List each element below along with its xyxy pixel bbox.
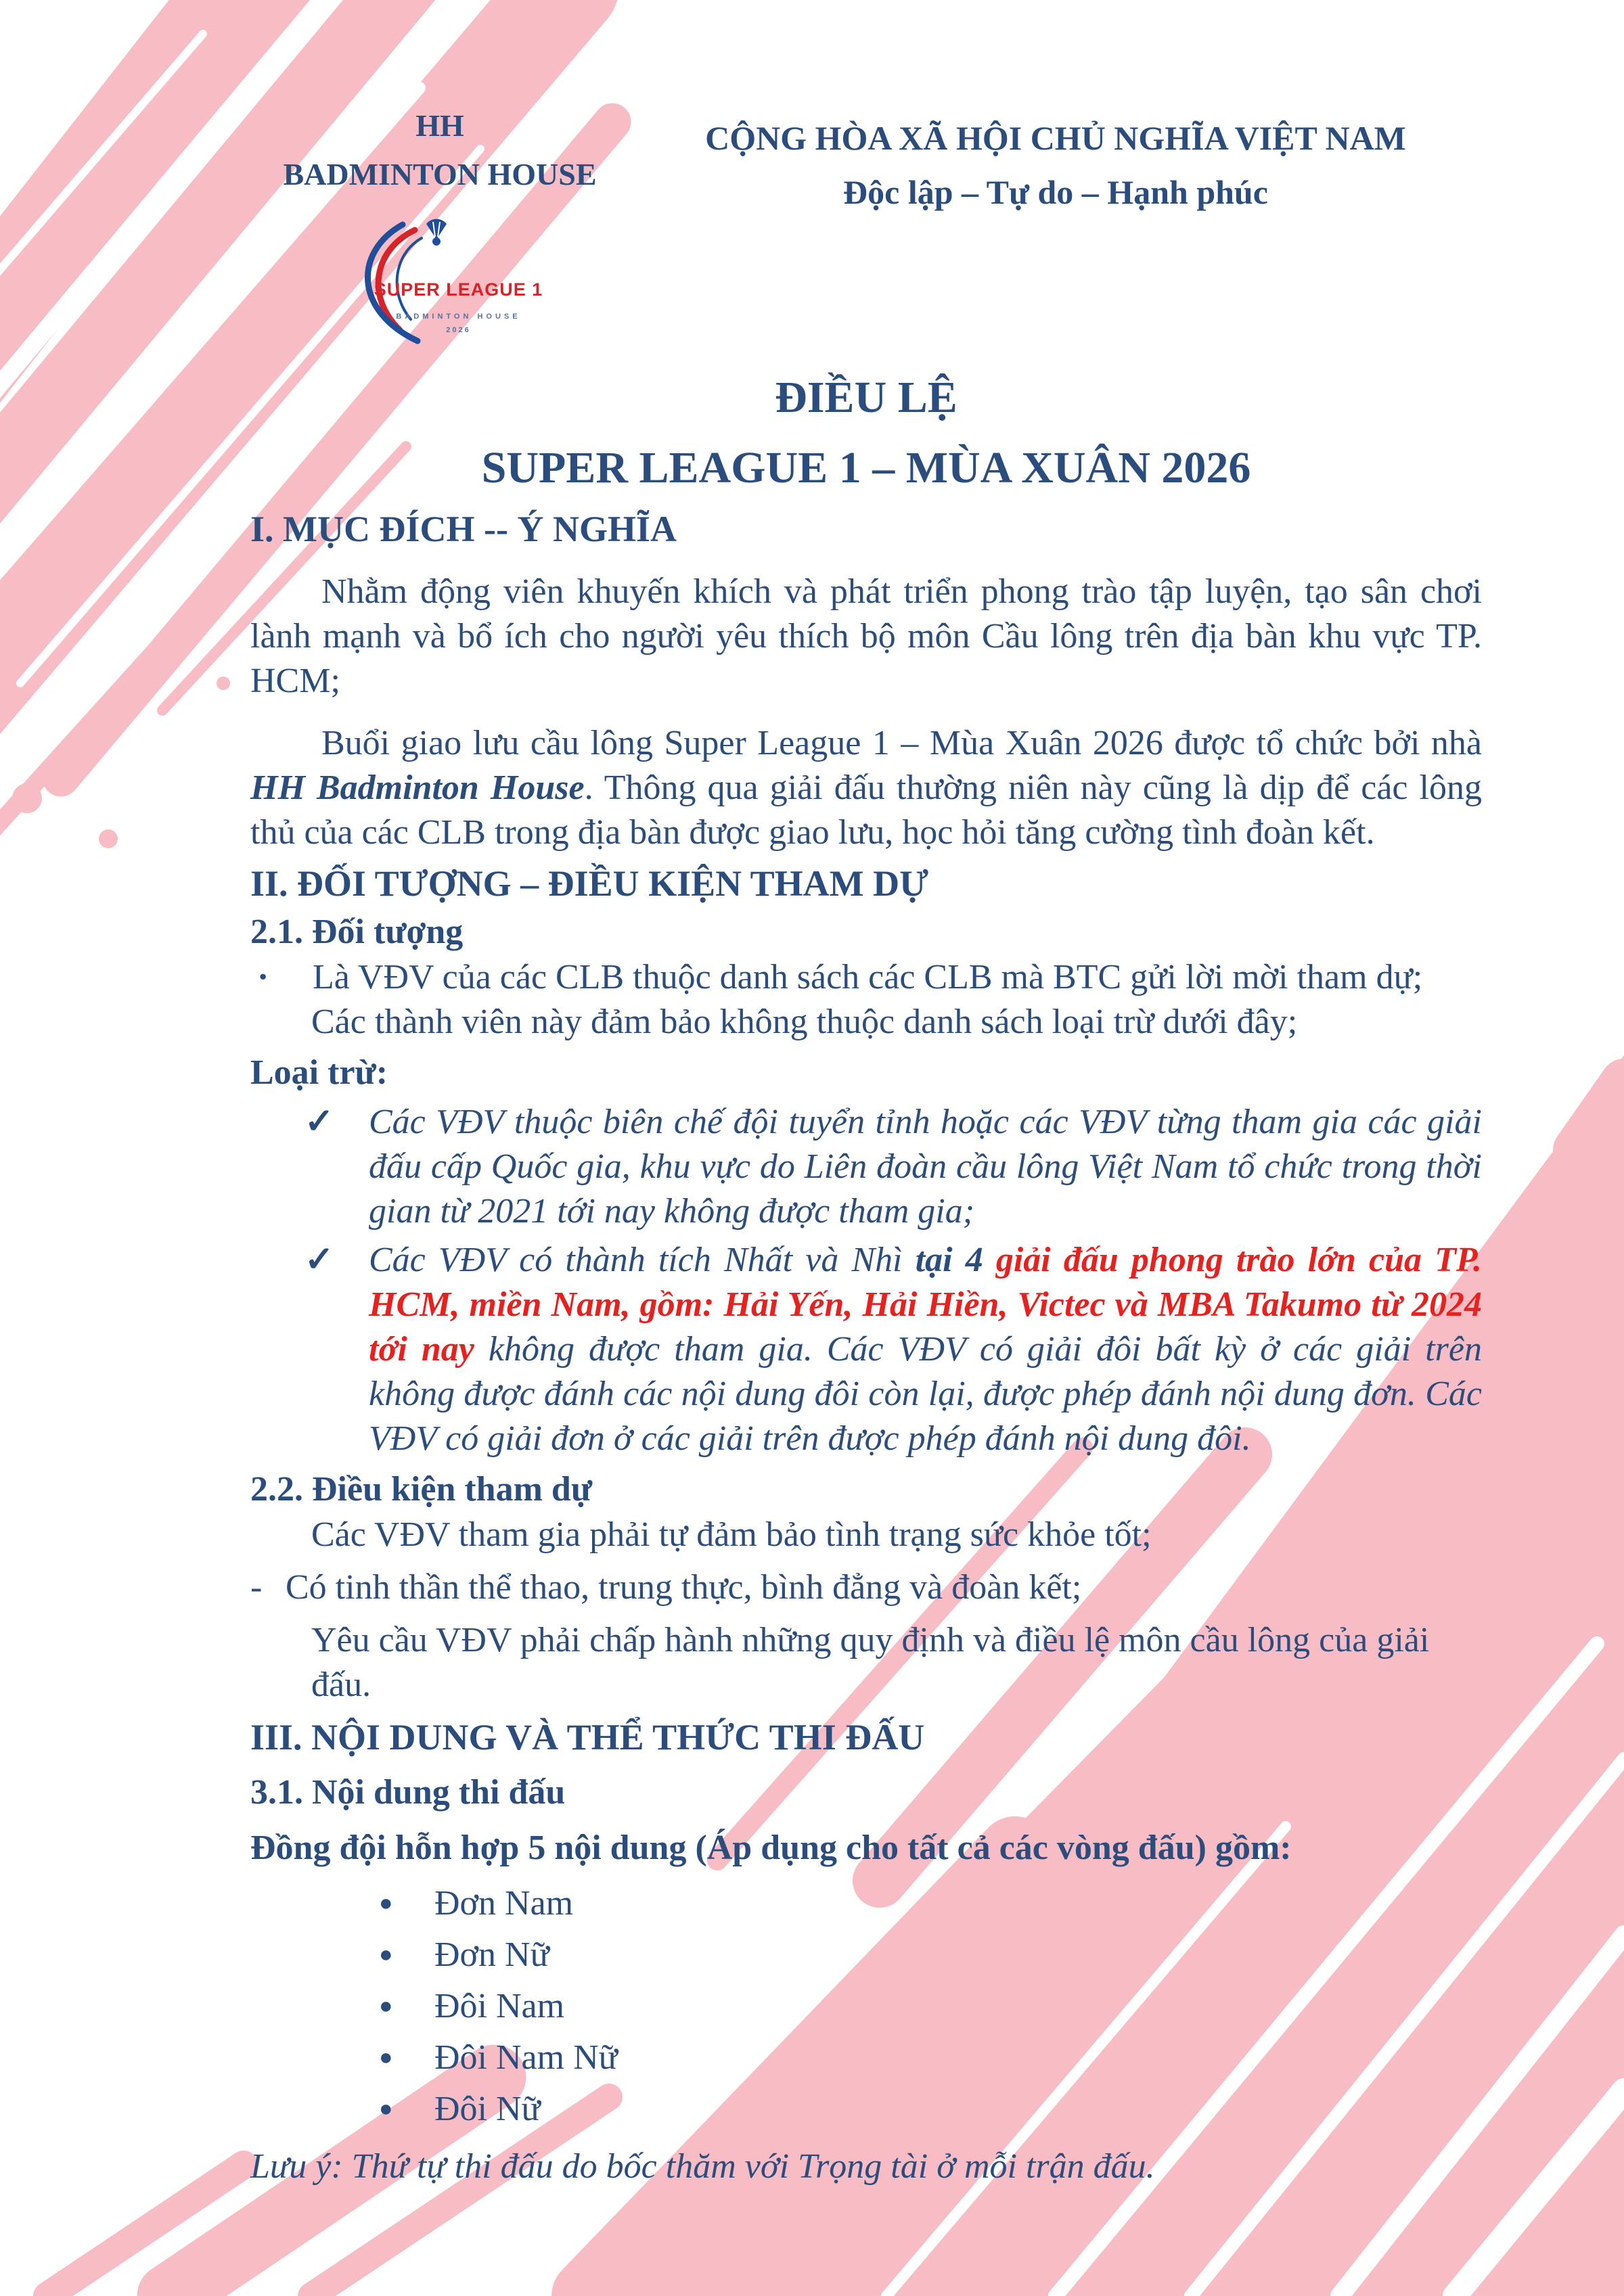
event-name: Đôi Nam xyxy=(434,1987,565,2025)
event-item xyxy=(250,1929,1482,1981)
list-item-continuation: Các thành viên này đảm bảo không thuộc danh sách loại trừ dưới đây; xyxy=(311,1003,1298,1041)
event-item xyxy=(250,1981,1482,2032)
national-motto-block xyxy=(629,101,1482,350)
section-2-1-heading: 2.1. Đối tượng xyxy=(250,913,464,951)
event-item xyxy=(250,2032,1482,2084)
organizer-name-line2: BADMINTON HOUSE xyxy=(283,157,597,191)
check-bullet-icon: ✓ xyxy=(304,1103,334,1141)
event-name: Đơn Nữ xyxy=(434,1935,549,1974)
list-item-text: Là VĐV của các CLB thuộc danh sách các CLB mà BTC gửi lời mời tham dự; xyxy=(313,958,1423,996)
section-1-heading: I. MỤC ĐÍCH -- Ý NGHĨA xyxy=(250,509,677,549)
disc-bullet-icon: ● xyxy=(379,1994,393,2019)
exclusion-item-1 xyxy=(250,1100,1482,1234)
events-list xyxy=(250,1878,1482,2135)
dot-bullet-icon: · xyxy=(257,958,269,996)
condition-text: Có tinh thần thể thao, trung thực, bình đẳng và đoàn kết; xyxy=(286,1568,1082,1607)
condition-3: Yêu cầu VĐV phải chấp hành những quy định và điều lệ môn cầu lông của giải đấu. xyxy=(311,1621,1430,1704)
paragraph-text: Nhằm động viên khuyến khích và phát triển phong trào tập luyện, tạo sân chơi lành mạnh và bổ ích cho người yêu thích bộ môn Cầu lông trên địa bàn khu vực TP. HCM; xyxy=(250,572,1482,700)
disc-bullet-icon: ● xyxy=(379,2045,393,2070)
event-item xyxy=(250,1878,1482,1929)
event-name: Đơn Nam xyxy=(434,1884,574,1923)
disc-bullet-icon: ● xyxy=(379,2096,393,2121)
national-motto: Độc lập – Tự do – Hạnh phúc xyxy=(843,173,1268,211)
condition-1: Các VĐV tham gia phải tự đảm bảo tình trạng sức khỏe tốt; xyxy=(311,1515,1152,1554)
exclusion-item-text xyxy=(369,1238,1482,1461)
section-1-paragraph-2 xyxy=(250,721,1482,855)
super-league-logo xyxy=(335,215,545,350)
list-item xyxy=(250,955,1482,1000)
note-text: Lưu ý: Thứ tự thi đấu do bốc thăm với Trọng tài ở mỗi trận đấu. xyxy=(250,2147,1155,2186)
national-title: CỘNG HÒA XÃ HỘI CHỦ NGHĨA VIỆT NAM xyxy=(705,119,1406,157)
exclusion-item-text: Các VĐV thuộc biên chế đội tuyển tỉnh hoặc các VĐV từng tham gia các giải đấu cấp Quốc gia, khu vực do Liên đoàn cầu lông Việt Nam tổ chức trong thời gian từ 2021 tới nay không được tham gia; xyxy=(369,1103,1482,1231)
organizer-block xyxy=(250,101,629,350)
document-title: ĐIỀU LỆ xyxy=(775,373,957,422)
events-lead-text: Đồng đội hỗn hợp 5 nội dung (Áp dụng cho tất cả các vòng đấu) gồm: xyxy=(250,1829,1292,1867)
tournament-title: SUPER LEAGUE 1 – MÙA XUÂN 2026 xyxy=(481,443,1251,492)
section-2-heading: II. ĐỐI TƯỢNG – ĐIỀU KIỆN THAM DỰ xyxy=(250,863,929,904)
exclusion-item-2 xyxy=(250,1238,1482,1461)
disc-bullet-icon: ● xyxy=(379,1942,393,1967)
exclusion-text-blue: không được tham gia. Các VĐV có giải đôi bất kỳ ở các giải trên không được đánh các nội dung đôi còn lại, được phép đánh nội dung đơn. Các VĐV có giải đơn ở các giải trên được phép đánh nội dung đôi. xyxy=(369,1330,1482,1458)
exclusion-heading: Loại trừ: xyxy=(250,1053,388,1092)
shuttlecock-icon xyxy=(426,219,447,246)
event-item xyxy=(250,2084,1482,2135)
condition-2 xyxy=(250,1565,1482,1610)
section-3-heading: III. NỘI DUNG VÀ THỂ THỨC THI ĐẤU xyxy=(250,1717,925,1758)
disc-bullet-icon: ● xyxy=(379,1891,393,1916)
paragraph-text: Buổi giao lưu cầu lông Super League 1 – Mùa Xuân 2026 được tổ chức bởi nhà xyxy=(321,724,1482,762)
document-header xyxy=(250,101,1482,350)
logo-title-text: SUPER LEAGUE 1 xyxy=(374,279,543,300)
dash-bullet-icon: - xyxy=(250,1568,263,1607)
organizer-name-line1: HH xyxy=(415,108,464,143)
event-name: Đôi Nữ xyxy=(434,2090,541,2128)
logo-year-text: 2026 xyxy=(446,326,471,334)
organizer-name-inline: HH Badminton House xyxy=(250,768,585,807)
event-name: Đôi Nam Nữ xyxy=(434,2038,618,2077)
exclusion-text-bold-blue: tại 4 xyxy=(915,1241,996,1279)
section-1-paragraph-1 xyxy=(250,570,1482,704)
exclusion-text-blue: Các VĐV có thành tích Nhất và Nhì xyxy=(369,1241,916,1279)
section-3-1-heading: 3.1. Nội dung thi đấu xyxy=(250,1773,566,1812)
check-bullet-icon: ✓ xyxy=(304,1241,334,1279)
logo-subtitle-text: BADMINTON HOUSE xyxy=(396,313,521,321)
paragraph-text: . Thông qua giải đấu thường niên này cũng là dịp để các lông thủ của các CLB trong địa bàn được giao lưu, học hỏi tăng cường tình đoàn kết. xyxy=(250,768,1482,852)
section-2-2-heading: 2.2. Điều kiện tham dự xyxy=(250,1470,593,1509)
exclusion-text-red-highlight: giải đấu phong trào lớn của TP. HCM, miền Nam, gồm: Hải Yến, Hải Hiền, Victec và MBA Takumo từ 2024 tới nay xyxy=(369,1241,1482,1369)
